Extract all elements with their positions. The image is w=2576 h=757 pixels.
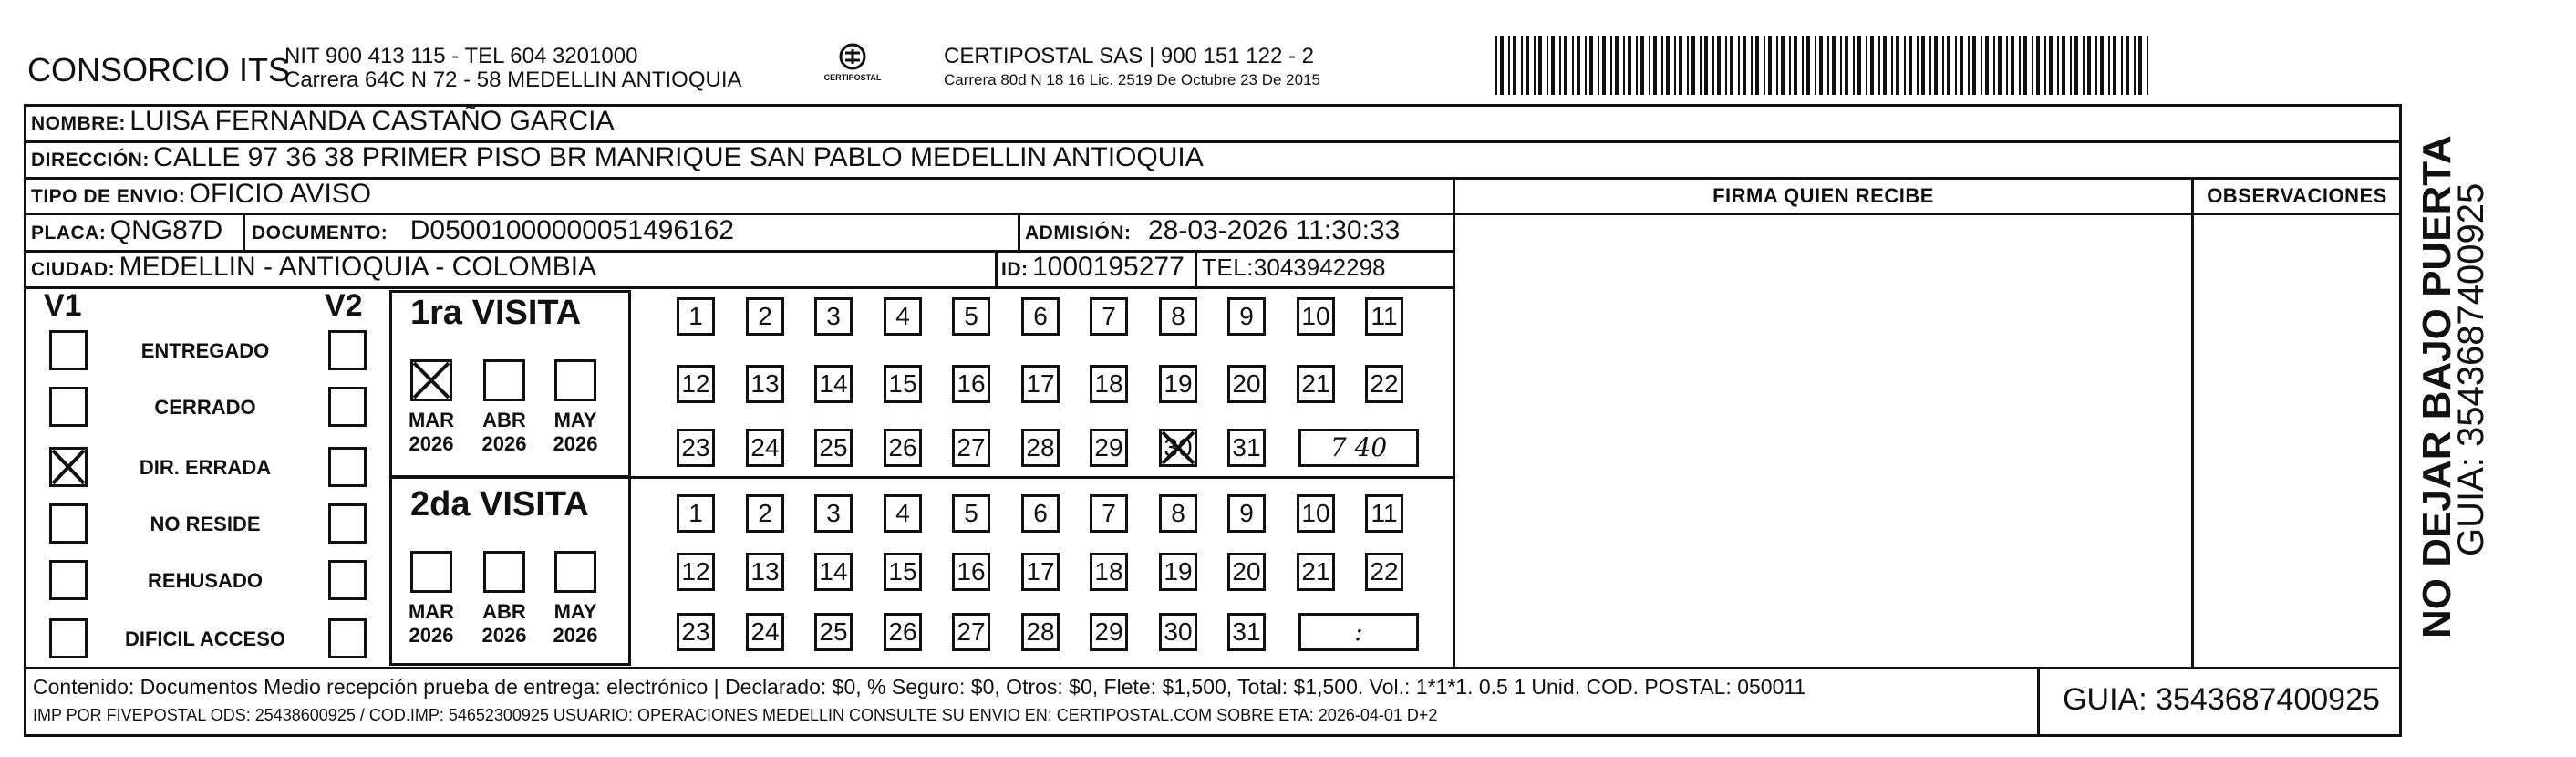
ciudad-field (31, 252, 596, 283)
barcode-bar (1942, 36, 1944, 95)
barcode-bar (2006, 36, 2008, 95)
placa-value: QNG87D (109, 215, 223, 245)
barcode-bar (1551, 36, 1555, 95)
firma-header: FIRMA QUIEN RECIBE (1712, 184, 1934, 207)
barcode-bar (1929, 36, 1931, 95)
visit2-day-1[interactable]: 1 (677, 494, 715, 533)
barcode-bar (1806, 36, 1810, 95)
barcode-bar (1909, 36, 1912, 95)
visit2-day-4[interactable]: 4 (884, 494, 922, 533)
company-address: Carrera 64C N 72 - 58 MEDELLIN ANTIOQUIA (284, 67, 742, 92)
barcode-bar (1598, 36, 1599, 95)
barcode-bar (2011, 36, 2014, 95)
visit1-day-17[interactable]: 17 (1021, 365, 1060, 403)
barcode-bar (1768, 36, 1772, 95)
visit1-day-11[interactable]: 11 (1365, 297, 1403, 336)
barcode-bar (2134, 36, 2136, 95)
visit1-day-20[interactable]: 20 (1227, 365, 1266, 403)
barcode-bar (1738, 36, 1740, 95)
barcode-bar (1870, 36, 1874, 95)
visit2-day-25[interactable]: 25 (814, 613, 853, 651)
visit1-day-1[interactable]: 1 (677, 297, 715, 336)
barcode-bar (2062, 36, 2065, 95)
visit2-day-12[interactable]: 12 (677, 553, 715, 591)
barcode-bar (1883, 36, 1887, 95)
barcode-bar (1832, 36, 1836, 95)
barcode-bar (1751, 36, 1753, 95)
barcode-bar (1585, 36, 1587, 95)
barcode-bar (1815, 36, 1816, 95)
visit1-day-9[interactable]: 9 (1227, 297, 1266, 336)
barcode-bar (1743, 36, 1746, 95)
barcode-bar (1921, 36, 1925, 95)
visit2-day-6[interactable]: 6 (1021, 494, 1060, 533)
barcode-bar (1955, 36, 1957, 95)
barcode-bar (1972, 36, 1976, 95)
barcode-bar (1564, 36, 1567, 95)
firma-area[interactable] (1455, 215, 2191, 667)
courier-line: CERTIPOSTAL SAS | 900 151 122 - 2 (944, 44, 1314, 68)
ciudad-value: MEDELLIN - ANTIOQUIA - COLOMBIA (119, 252, 597, 282)
v2-checkbox-dir-errada[interactable] (328, 447, 367, 487)
visit2-day-9[interactable]: 9 (1227, 494, 1266, 533)
visit2-day-18[interactable]: 18 (1090, 553, 1128, 591)
observaciones-area[interactable] (2194, 215, 2400, 667)
barcode-bar (1896, 36, 1899, 95)
barcode-bar (1610, 36, 1612, 95)
barcode-bar (1572, 36, 1574, 95)
visit2-day-26[interactable]: 26 (884, 613, 922, 651)
placa-label: PLACA: (31, 223, 107, 244)
barcode-bar (1691, 36, 1695, 95)
status-label-cerrado: CERRADO (154, 396, 256, 419)
barcode-bar (2036, 36, 2040, 95)
v1-checkbox-dificil-acceso[interactable] (49, 618, 88, 658)
v1-checkbox-no-reside[interactable] (49, 503, 88, 544)
barcode-bar (1794, 36, 1797, 95)
direccion-label: DIRECCIÓN: (31, 150, 150, 171)
barcode-bar (2044, 36, 2046, 95)
barcode-bar (1521, 36, 1523, 95)
visit1-day-15[interactable]: 15 (884, 365, 922, 403)
company-nit: NIT 900 413 115 - TEL 604 3201000 (284, 44, 638, 68)
visit1-day-8[interactable]: 8 (1159, 297, 1197, 336)
barcode-bar (1674, 36, 1676, 95)
visit2-year-abr-label: 2026 (481, 624, 527, 647)
v2-label: V2 (325, 288, 363, 323)
visit2-year-mar-label: 2026 (409, 624, 454, 647)
visit1-year-abr-label: 2026 (481, 432, 527, 455)
visit1-day-23[interactable]: 23 (677, 429, 715, 467)
visit1-day-7[interactable]: 7 (1090, 297, 1128, 336)
visit2-year-may-label: 2026 (553, 624, 598, 647)
barcode-bar (1636, 36, 1638, 95)
barcode-bar (2083, 36, 2085, 95)
barcode-bar (2070, 36, 2072, 95)
visit1-day-18[interactable]: 18 (1090, 365, 1128, 403)
documento-value: D05001000000051496162 (409, 215, 735, 245)
barcode-bar (1602, 36, 1606, 95)
tel-field (1202, 254, 1386, 282)
visit2-month-mar-checkbox[interactable] (410, 551, 452, 593)
v1-checkbox-rehusado[interactable] (49, 560, 88, 600)
barcode-bar (2032, 36, 2033, 95)
ciudad-label: CIUDAD: (31, 259, 116, 280)
visit2-day-3[interactable]: 3 (814, 494, 853, 533)
nombre-label: NOMBRE: (31, 113, 126, 134)
footer-line1: Contenido: Documentos Medio recepción prueba de entrega: electrónico | Declarado: $0, % Seguro: $0, Otros: $0, Flete: $1,500, Total: $1,500. Vol.: 1*1*1. 0.5 1 Unid. COD. POSTAL: 050011 (33, 675, 1806, 699)
v1-checkbox-entregado[interactable] (49, 330, 88, 370)
visit2-month-may-checkbox[interactable] (554, 551, 596, 593)
footer-line2: IMP POR FIVEPOSTAL ODS: 25438600925 / COD.IMP: 54652300925 USUARIO: OPERACIONES MEDELLIN CONSULTE SU ENVIO EN: CERTIPOSTAL.COM SOBRE ETA: 2026-04-01 D+2 (33, 706, 1438, 724)
nombre-field (31, 106, 615, 137)
barcode-bar (2023, 36, 2027, 95)
barcode-bar (2087, 36, 2091, 95)
admision-field (1025, 215, 1400, 246)
x-mark (49, 447, 88, 487)
nombre-value: LUISA FERNANDA CASTAÑO GARCIA (129, 106, 615, 136)
visit2-day-10[interactable]: 10 (1297, 494, 1335, 533)
visit1-day-3[interactable]: 3 (814, 297, 853, 336)
barcode-bar (1840, 36, 1842, 95)
barcode-bar (1640, 36, 1644, 95)
visit1-month-abr-label: ABR (482, 409, 526, 431)
visit2-day-11[interactable]: 11 (1365, 494, 1403, 533)
barcode-bar (2074, 36, 2078, 95)
barcode-bar (1845, 36, 1848, 95)
status-label-no-reside: NO RESIDE (150, 513, 261, 535)
visit1-day-25[interactable]: 25 (814, 429, 853, 467)
id-label: ID: (1001, 259, 1029, 280)
barcode-bar (1666, 36, 1670, 95)
barcode-bar (1781, 36, 1785, 95)
visit2-day-7[interactable]: 7 (1090, 494, 1128, 533)
barcode-bar (1968, 36, 1970, 95)
documento-field (252, 215, 734, 246)
v2-checkbox-entregado[interactable] (328, 330, 367, 370)
barcode-bar (1789, 36, 1791, 95)
barcode-bar (1615, 36, 1619, 95)
side-guia: GUIA: 3543687400925 (2451, 182, 2491, 556)
visit2-day-22[interactable]: 22 (1365, 553, 1403, 591)
barcode-bar (1547, 36, 1548, 95)
visit1-day-2[interactable]: 2 (746, 297, 784, 336)
placa-field (31, 215, 222, 246)
visit2-month-mar-label: MAR (408, 600, 455, 623)
visit2-day-28[interactable]: 28 (1021, 613, 1060, 651)
visit1-title: 1ra VISITA (410, 294, 582, 332)
tipo-value: OFICIO AVISO (189, 179, 372, 209)
v2-checkbox-rehusado[interactable] (328, 560, 367, 600)
barcode-bar (1679, 36, 1682, 95)
certipostal-logo-text: CERTIPOSTAL (823, 73, 882, 82)
visit1-day-28[interactable]: 28 (1021, 429, 1060, 467)
visit2-day-19[interactable]: 19 (1159, 553, 1197, 591)
barcode-bar (2049, 36, 2053, 95)
visit1-month-mar-checkbox[interactable] (410, 359, 452, 401)
v1-checkbox-cerrado[interactable] (49, 387, 88, 427)
tipo-label: TIPO DE ENVIO: (31, 186, 186, 207)
id-field (1001, 252, 1185, 283)
barcode-bar (1589, 36, 1593, 95)
tel-label: TEL: (1202, 254, 1254, 281)
barcode-bar (1985, 36, 1989, 95)
v1-checkbox-dir-errada[interactable] (49, 447, 88, 487)
barcode-bar (1500, 36, 1504, 95)
barcode-bar (1725, 36, 1727, 95)
barcode-bar (2147, 36, 2148, 95)
barcode-bar (1534, 36, 1536, 95)
id-value: 1000195277 (1031, 252, 1185, 282)
visit2-title: 2da VISITA (410, 485, 589, 524)
visit2-day-30[interactable]: 30 (1159, 613, 1197, 651)
barcode-bar (1866, 36, 1867, 95)
barcode-bar (2095, 36, 2097, 95)
barcode-bar (1649, 36, 1650, 95)
side-warning: NO DEJAR BAJO PUERTA (2415, 135, 2459, 638)
barcode-bar (1526, 36, 1529, 95)
visit1-year-mar-label: 2026 (409, 432, 454, 455)
visit2-month-abr-label: ABR (482, 600, 526, 623)
visit2-day-31[interactable]: 31 (1227, 613, 1266, 651)
barcode-bar (1857, 36, 1861, 95)
visit2-time-box[interactable]: : (1298, 613, 1419, 651)
visit1-month-mar-label: MAR (408, 409, 455, 431)
x-mark (1159, 429, 1197, 467)
barcode-bar (1717, 36, 1721, 95)
v2-checkbox-no-reside[interactable] (328, 503, 367, 544)
barcode-bar (1538, 36, 1542, 95)
observaciones-header: OBSERVACIONES (2207, 184, 2387, 207)
visit2-day-20[interactable]: 20 (1227, 553, 1266, 591)
visit1-day-14[interactable]: 14 (814, 365, 853, 403)
barcode-bar (1513, 36, 1516, 95)
barcode-bar (2138, 36, 2142, 95)
visit1-day-21[interactable]: 21 (1297, 365, 1335, 403)
barcode-bar (1827, 36, 1829, 95)
barcode-bar (2100, 36, 2104, 95)
barcode-bar (1653, 36, 1657, 95)
barcode-bar (1917, 36, 1919, 95)
visit1-day-24[interactable]: 24 (746, 429, 784, 467)
direccion-value: CALLE 97 36 38 PRIMER PISO BR MANRIQUE SAN PABLO MEDELLIN ANTIOQUIA (153, 142, 1204, 172)
visit2-day-14[interactable]: 14 (814, 553, 853, 591)
visit1-month-may-checkbox[interactable] (554, 359, 596, 401)
visit2-day-8[interactable]: 8 (1159, 494, 1197, 533)
direccion-field (31, 142, 1204, 173)
visit2-day-13[interactable]: 13 (746, 553, 784, 591)
barcode-bar (1495, 36, 1497, 95)
barcode-bar (1628, 36, 1631, 95)
v1-label: V1 (44, 288, 82, 323)
barcode-bar (1904, 36, 1906, 95)
barcode-bar (1934, 36, 1938, 95)
barcode-bar (1700, 36, 1702, 95)
visit1-time-box[interactable]: 7 40 (1298, 429, 1419, 467)
visit1-day-27[interactable]: 27 (952, 429, 990, 467)
visit2-day-23[interactable]: 23 (677, 613, 715, 651)
barcode-bar (2019, 36, 2021, 95)
visit2-month-abr-checkbox[interactable] (483, 551, 525, 593)
visit2-day-2[interactable]: 2 (746, 494, 784, 533)
visit1-month-may-label: MAY (553, 409, 597, 431)
status-label-entregado: ENTREGADO (140, 339, 270, 362)
barcode-bar (1960, 36, 1963, 95)
visit1-day-30[interactable]: 30 (1159, 429, 1197, 467)
barcode-bar (1712, 36, 1714, 95)
visit1-day-22[interactable]: 22 (1365, 365, 1403, 403)
barcode-bar (1730, 36, 1733, 95)
visit1-day-29[interactable]: 29 (1090, 429, 1128, 467)
v2-checkbox-cerrado[interactable] (328, 387, 367, 427)
x-mark (410, 359, 452, 401)
barcode-bar (2108, 36, 2110, 95)
barcode-bar (1993, 36, 1995, 95)
barcode (1495, 36, 2152, 95)
visit2-day-29[interactable]: 29 (1090, 613, 1128, 651)
visit2-day-24[interactable]: 24 (746, 613, 784, 651)
footer-guia: GUIA: 3543687400925 (2063, 682, 2380, 717)
barcode-bar (1704, 36, 1708, 95)
company-name: CONSORCIO ITS (27, 51, 291, 88)
documento-label: DOCUMENTO: (252, 223, 388, 244)
visit1-day-13[interactable]: 13 (746, 365, 784, 403)
barcode-bar (1559, 36, 1561, 95)
certipostal-logo (816, 40, 889, 95)
visit2-day-27[interactable]: 27 (952, 613, 990, 651)
barcode-bar (2057, 36, 2059, 95)
visit2-day-17[interactable]: 17 (1021, 553, 1060, 591)
visit1-day-10[interactable]: 10 (1297, 297, 1335, 336)
visit2-month-may-label: MAY (553, 600, 597, 623)
visit2-day-16[interactable]: 16 (952, 553, 990, 591)
barcode-bar (2126, 36, 2129, 95)
barcode-bar (2121, 36, 2123, 95)
visit1-day-4[interactable]: 4 (884, 297, 922, 336)
barcode-bar (1508, 36, 1510, 95)
tipo-field (31, 179, 371, 210)
courier-address: Carrera 80d N 18 16 Lic. 2519 De Octubre 23 De 2015 (944, 71, 1320, 88)
barcode-bar (1687, 36, 1689, 95)
barcode-bar (1764, 36, 1765, 95)
visit1-day-26[interactable]: 26 (884, 429, 922, 467)
status-label-dificil-acceso: DIFICIL ACCESO (124, 627, 285, 650)
visit1-day-19[interactable]: 19 (1159, 365, 1197, 403)
visit1-day-31[interactable]: 31 (1227, 429, 1266, 467)
barcode-bar (1661, 36, 1663, 95)
visit2-day-15[interactable]: 15 (884, 553, 922, 591)
visit1-day-16[interactable]: 16 (952, 365, 990, 403)
status-label-dir-errada: DIR. ERRADA (139, 456, 272, 479)
barcode-bar (1776, 36, 1778, 95)
barcode-bar (1891, 36, 1893, 95)
visit1-year-may-label: 2026 (553, 432, 598, 455)
barcode-bar (1623, 36, 1625, 95)
barcode-bar (2113, 36, 2116, 95)
v2-checkbox-dificil-acceso[interactable] (328, 618, 367, 658)
barcode-bar (1755, 36, 1759, 95)
admision-label: ADMISIÓN: (1025, 223, 1132, 244)
barcode-bar (1981, 36, 1982, 95)
visit1-day-6[interactable]: 6 (1021, 297, 1060, 336)
barcode-bar (1947, 36, 1950, 95)
admision-value: 28-03-2026 11:30:33 (1147, 215, 1401, 245)
visit1-month-abr-checkbox[interactable] (483, 359, 525, 401)
barcode-bar (1819, 36, 1823, 95)
tel-value: 3043942298 (1253, 254, 1386, 281)
visit2-day-5[interactable]: 5 (952, 494, 990, 533)
barcode-bar (1998, 36, 2002, 95)
status-label-rehusado: REHUSADO (148, 569, 263, 592)
barcode-bar (1577, 36, 1580, 95)
visit1-day-5[interactable]: 5 (952, 297, 990, 336)
barcode-bar (1878, 36, 1880, 95)
visit1-day-12[interactable]: 12 (677, 365, 715, 403)
barcode-bar (1802, 36, 1804, 95)
barcode-bar (1853, 36, 1855, 95)
visit2-day-21[interactable]: 21 (1297, 553, 1335, 591)
